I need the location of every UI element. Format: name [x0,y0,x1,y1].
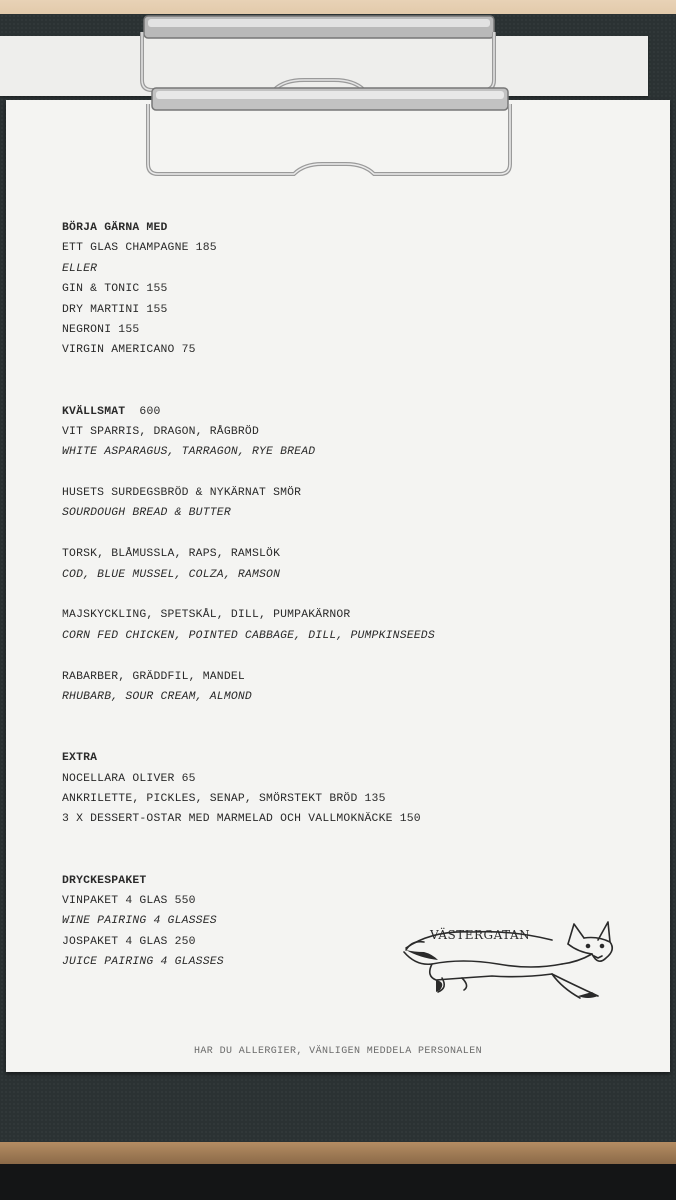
course-english: RHUBARB, SOUR CREAM, ALMOND [62,691,252,703]
logo-text: VÄSTERGATAN [430,928,531,942]
menu-item: VINPAKET 4 GLAS 550 [62,894,196,907]
menu-item-english: WINE PAIRING 4 GLASSES [62,915,217,928]
section-heading: EXTRA [62,752,98,765]
menu-item-english: JUICE PAIRING 4 GLASSES [62,956,224,969]
section-heading: DRYCKESPAKET [62,874,147,887]
course-swedish: TORSK, BLÅMUSSLA, RAPS, RAMSLÖK [62,548,281,561]
menu-item: JOSPAKET 4 GLAS 250 [62,935,196,948]
course-swedish: HUSETS SURDEGSBRÖD & NYKÄRNAT SMÖR [62,487,302,500]
course-swedish: MAJSKYCKLING, SPETSKÅL, DILL, PUMPAKÄRNOR [62,609,351,622]
menu-item-or: ELLER [62,262,98,275]
menu-item: ETT GLAS CHAMPAGNE 185 [62,242,217,255]
restaurant-logo [402,918,620,1010]
menu-item: NOCELLARA OLIVER 65 [62,772,196,785]
course-english: CORN FED CHICKEN, POINTED CABBAGE, DILL, PUMPKINSEEDS [62,629,435,642]
menu-item: DRY MARTINI 155 [62,303,168,316]
course-swedish: RABARBER, GRÄDDFIL, MANDEL [62,670,245,683]
section-heading: KVÄLLSMAT [62,405,126,418]
allergy-notice: HAR DU ALLERGIER, VÄNLIGEN MEDDELA PERSONALEN [193,1046,483,1057]
section-heading: BÖRJA GÄRNA MED [62,222,168,234]
starters-section [62,218,622,361]
course-english: COD, BLUE MUSSEL, COLZA, RAMSON [62,568,281,581]
front-clip-icon [144,84,516,180]
menu-item: VIRGIN AMERICANO 75 [62,344,196,357]
course-swedish: VIT SPARRIS, DRAGON, RÅGBRÖD [62,425,259,438]
dinner-heading-row [62,402,622,422]
menu-item: GIN & TONIC 155 [62,283,168,296]
dinner-section [62,402,622,708]
dinner-price: 600 [139,405,161,418]
wooden-table-edge [0,1142,676,1164]
menu-content [62,218,622,973]
menu-item: NEGRONI 155 [62,323,140,336]
menu-item: ANKRILETTE, PICKLES, SENAP, SMÖRSTEKT BRÖD 135 [62,792,386,805]
course-english: SOURDOUGH BREAD & BUTTER [62,507,231,520]
course-english: WHITE ASPARAGUS, TARRAGON, RYE BREAD [62,446,316,459]
floor-shadow [0,1164,676,1200]
menu-item: 3 X DESSERT-OSTAR MED MARMELAD OCH VALLMOKNÄCKE 150 [62,813,421,826]
extra-section [62,748,622,830]
